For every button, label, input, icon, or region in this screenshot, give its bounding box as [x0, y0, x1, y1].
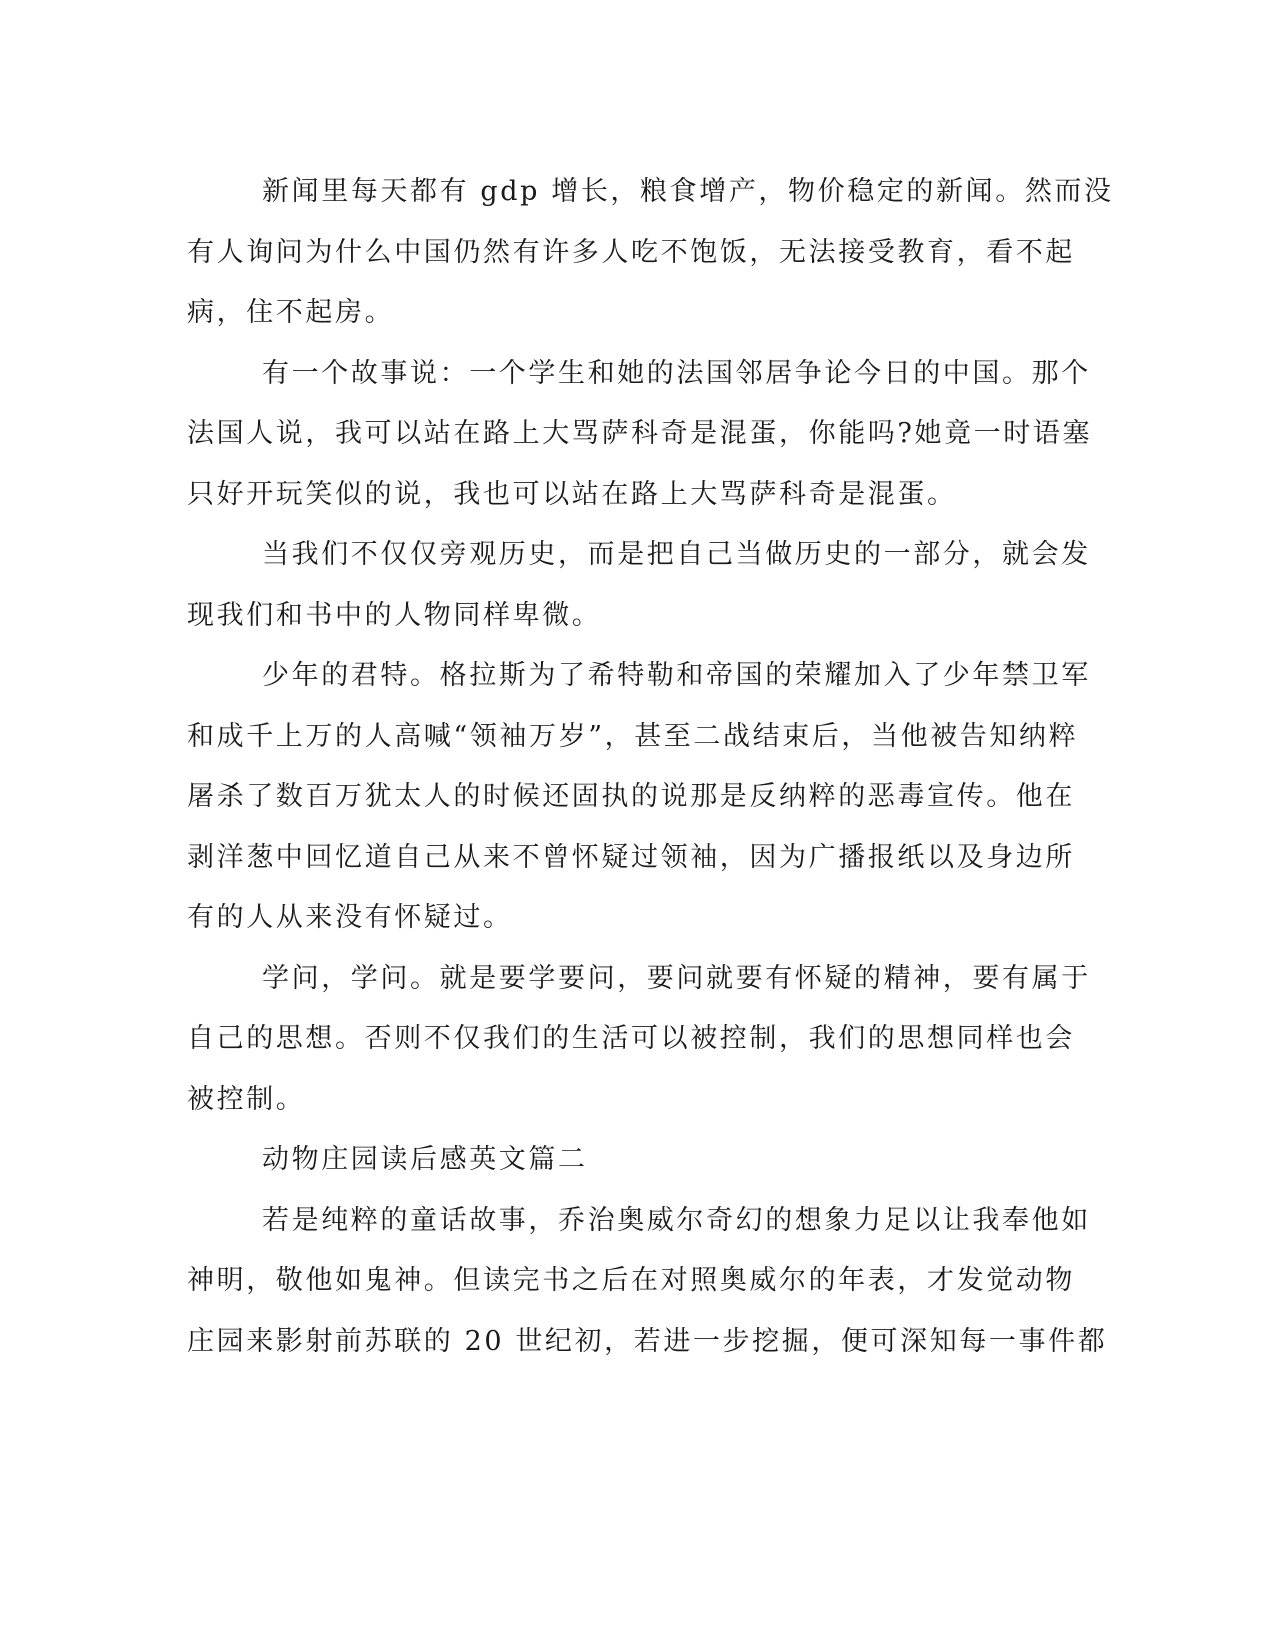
text-line: 被控制。: [187, 1083, 306, 1115]
body-text: [187, 162, 1114, 1372]
text-line: 庄园来影射前苏联的 20 世纪初，若进一步挖掘，便可深知每一事件都: [187, 1325, 1108, 1357]
section-heading: 动物庄园读后感英文篇二: [262, 1144, 588, 1175]
text-line: 有的人从来没有怀疑过。: [187, 902, 513, 933]
text-line: 学问，学问。就是要学要问，要问就要有怀疑的精神，要有属于: [262, 962, 1091, 994]
text-line: 病，住不起房。: [187, 297, 395, 328]
text-line: 少年的君特。格拉斯为了希特勒和帝国的荣耀加入了少年禁卫军: [262, 660, 1091, 691]
text-line: 和成千上万的人高喊“领袖万岁”，甚至二战结束后，当他被告知纳粹: [187, 720, 1079, 752]
text-line: 只好开玩笑似的说，我也可以站在路上大骂萨科奇是混蛋。: [187, 478, 957, 510]
text-line: 自己的思想。否则不仅我们的生活可以被控制，我们的思想同样也会: [187, 1023, 1075, 1054]
text-line: 当我们不仅仅旁观历史，而是把自己当做历史的一部分，就会发: [262, 539, 1091, 570]
text-line: 神明，敬他如鬼神。但读完书之后在对照奥威尔的年表，才发觉动物: [187, 1265, 1075, 1296]
text-line: 有一个故事说：一个学生和她的法国邻居争论今日的中国。那个: [262, 357, 1091, 389]
text-line: 有人询问为什么中国仍然有许多人吃不饱饭，无法接受教育，看不起: [187, 236, 1075, 268]
text-line: 法国人说，我可以站在路上大骂萨科奇是混蛋，你能吗?她竟一时语塞: [187, 418, 1093, 449]
text-line: 若是纯粹的童话故事，乔治奥威尔奇幻的想象力足以让我奉他如: [262, 1204, 1091, 1236]
text-line: 新闻里每天都有 gdp 增长，粮食增产，物价稳定的新闻。然而没: [262, 176, 1114, 207]
text-line: 剥洋葱中回忆道自己从来不曾怀疑过领袖，因为广播报纸以及身边所: [187, 841, 1075, 873]
text-line: 屠杀了数百万犹太人的时候还固执的说那是反纳粹的恶毒宣传。他在: [187, 781, 1075, 812]
text-line: 现我们和书中的人物同样卑微。: [187, 599, 602, 631]
